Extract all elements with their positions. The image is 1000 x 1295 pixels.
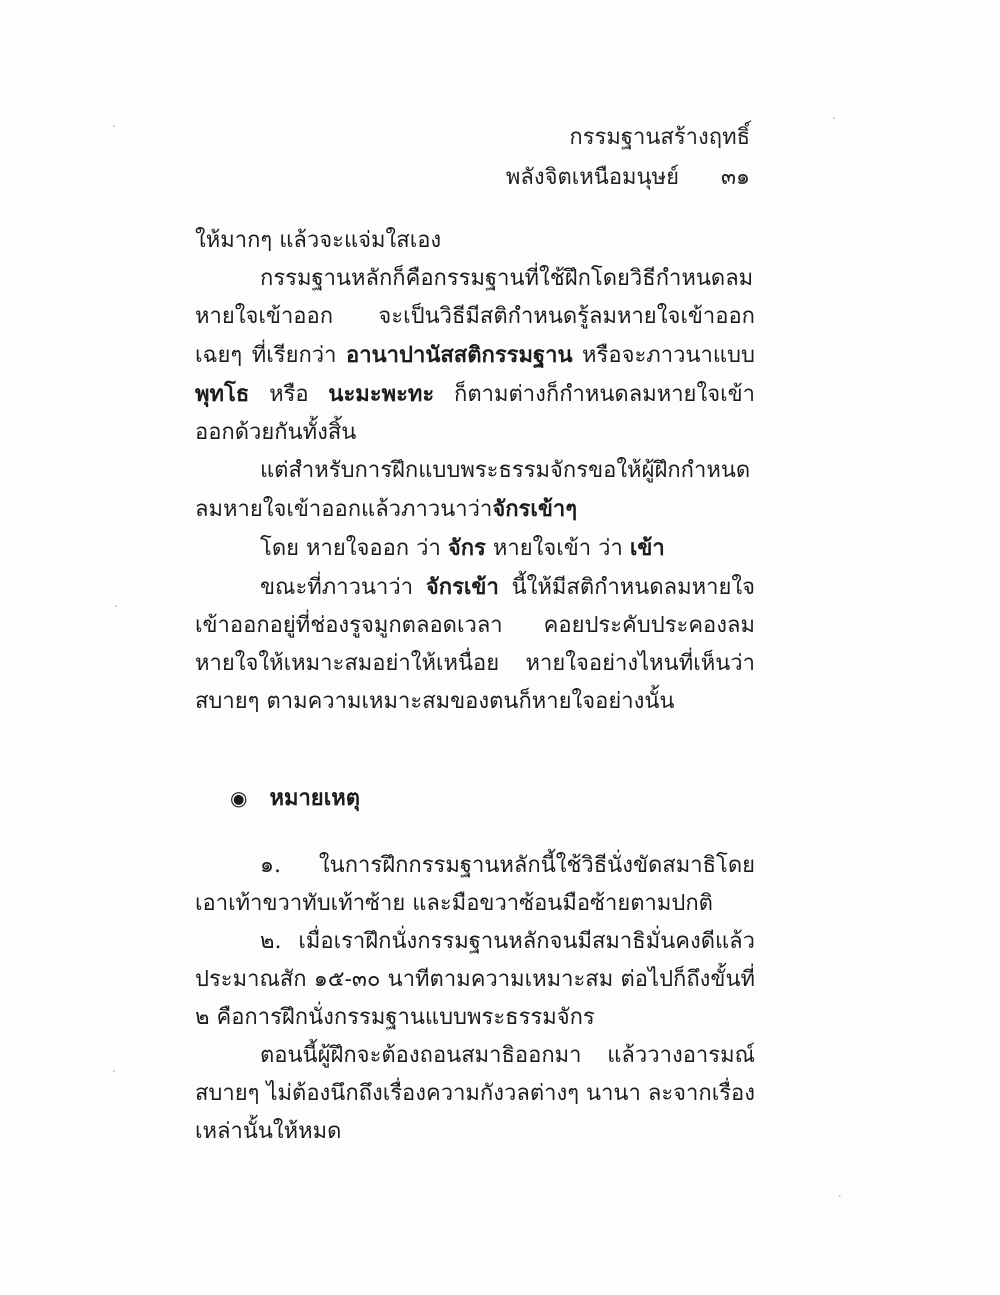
paragraph-5-text-a: ขณะที่ภาวนาว่า (260, 575, 426, 600)
paragraph-2 (195, 260, 755, 452)
term-khao: เข้า (629, 535, 665, 561)
scan-speck: · (112, 120, 116, 133)
bullet-icon: ◉ (230, 786, 248, 810)
paragraph-4-text-c: หายใจเข้า ว่า (485, 536, 630, 561)
note-heading-label: หมายเหตุ (269, 785, 361, 811)
term-chak: จักร (447, 535, 486, 561)
term-chak-khao-repeat: จักรเข้าๆ (492, 496, 578, 522)
note-spacer (195, 817, 755, 847)
paragraph-1: ให้มากๆ แล้วจะแจ่มใสเอง (195, 228, 442, 253)
note-item-3: ตอนนี้ผู้ฝึกจะต้องถอนสมาธิออกมา แล้ววางอารมณ์สบายๆ ไม่ต้องนึกถึงเรื่องความกังวลต่างๆ นานา ละจากเรื่องเหล่านั้นให้หมด (195, 1043, 755, 1144)
section-spacer (195, 721, 755, 779)
paragraph-4 (195, 529, 755, 568)
paragraph-2-text-e: หรือ (249, 382, 329, 407)
paragraph-3 (195, 452, 755, 529)
paragraph-2-text-c: หรือจะภาวนาแบบ (572, 343, 755, 368)
note-item-2: ๒. เมื่อเราฝึกนั่งกรรมฐานหลักจนมีสมาธิมั่นคงดีแล้วประมาณสัก ๑๕-๓๐ นาทีตามความเหมาะสม ต่อไปก็ถึงขั้นที่ ๒ คือการฝึกนั่งกรรมฐานแบบพระธรรมจักร (195, 929, 755, 1030)
running-header (506, 118, 750, 198)
paragraph-5 (195, 568, 755, 721)
paragraph-5-text-c: นี้ให้มีสติกำหนดลมหายใจเข้าออกอยู่ที่ช่องรูจมูกตลอดเวลา คอยประคับประคองลมหายใจให้เหมาะสมอย่าให้เหนื่อย หายใจอย่างไหนที่เห็นว่าสบายๆ ตามความเหมาะสมของตนก็หายใจอย่างนั้น (195, 575, 755, 714)
note-heading (230, 779, 755, 817)
term-anapanasati: อานาปานัสสติกรรมฐาน (346, 342, 573, 368)
page-number: ๓๑ (720, 165, 750, 190)
scan-speck: · (114, 600, 118, 613)
note-item-1: ๑. ในการฝึกกรรมฐานหลักนี้ใช้วิธีนั่งขัดสมาธิโดยเอาเท้าขวาทับเท้าซ้าย และมือขวาซ้อนมือซ้ายตามปกติ (195, 853, 755, 916)
paragraph-2-text-g: ก็ตามต่างก็กำหนดลมหายใจเข้าออกด้วยกันทั้งสิ้น (195, 382, 755, 445)
term-chak-khao: จักรเข้า (425, 574, 499, 600)
scan-speck: · (112, 1065, 116, 1078)
book-title: กรรมฐานสร้างฤทธิ์ (569, 125, 750, 150)
paragraph-4-text-a: โดย หายใจออก ว่า (260, 536, 448, 561)
header-line-2 (506, 158, 750, 198)
book-subtitle: พลังจิตเหนือมนุษย์ (505, 165, 679, 190)
term-namapatha: นะมะพะทะ (328, 381, 435, 407)
paragraph-2-text-a: กรรมฐานหลักก็คือกรรมฐานที่ใช้ฝึกโดยวิธีกำหนดลมหายใจเข้าออก จะเป็นวิธีมีสติกำหนดรู้ลมหายใจเข้าออกเฉยๆ ที่เรียกว่า (195, 266, 755, 368)
term-buddho: พุทโธ (195, 381, 250, 407)
scan-speck: · (832, 112, 836, 125)
scan-speck: · (838, 1190, 842, 1203)
body-text (195, 222, 755, 1151)
paragraph-3-text-a: แต่สำหรับการฝึกแบบพระธรรมจักรขอให้ผู้ฝึกกำหนดลมหายใจเข้าออกแล้วภาวนาว่า (195, 458, 751, 522)
